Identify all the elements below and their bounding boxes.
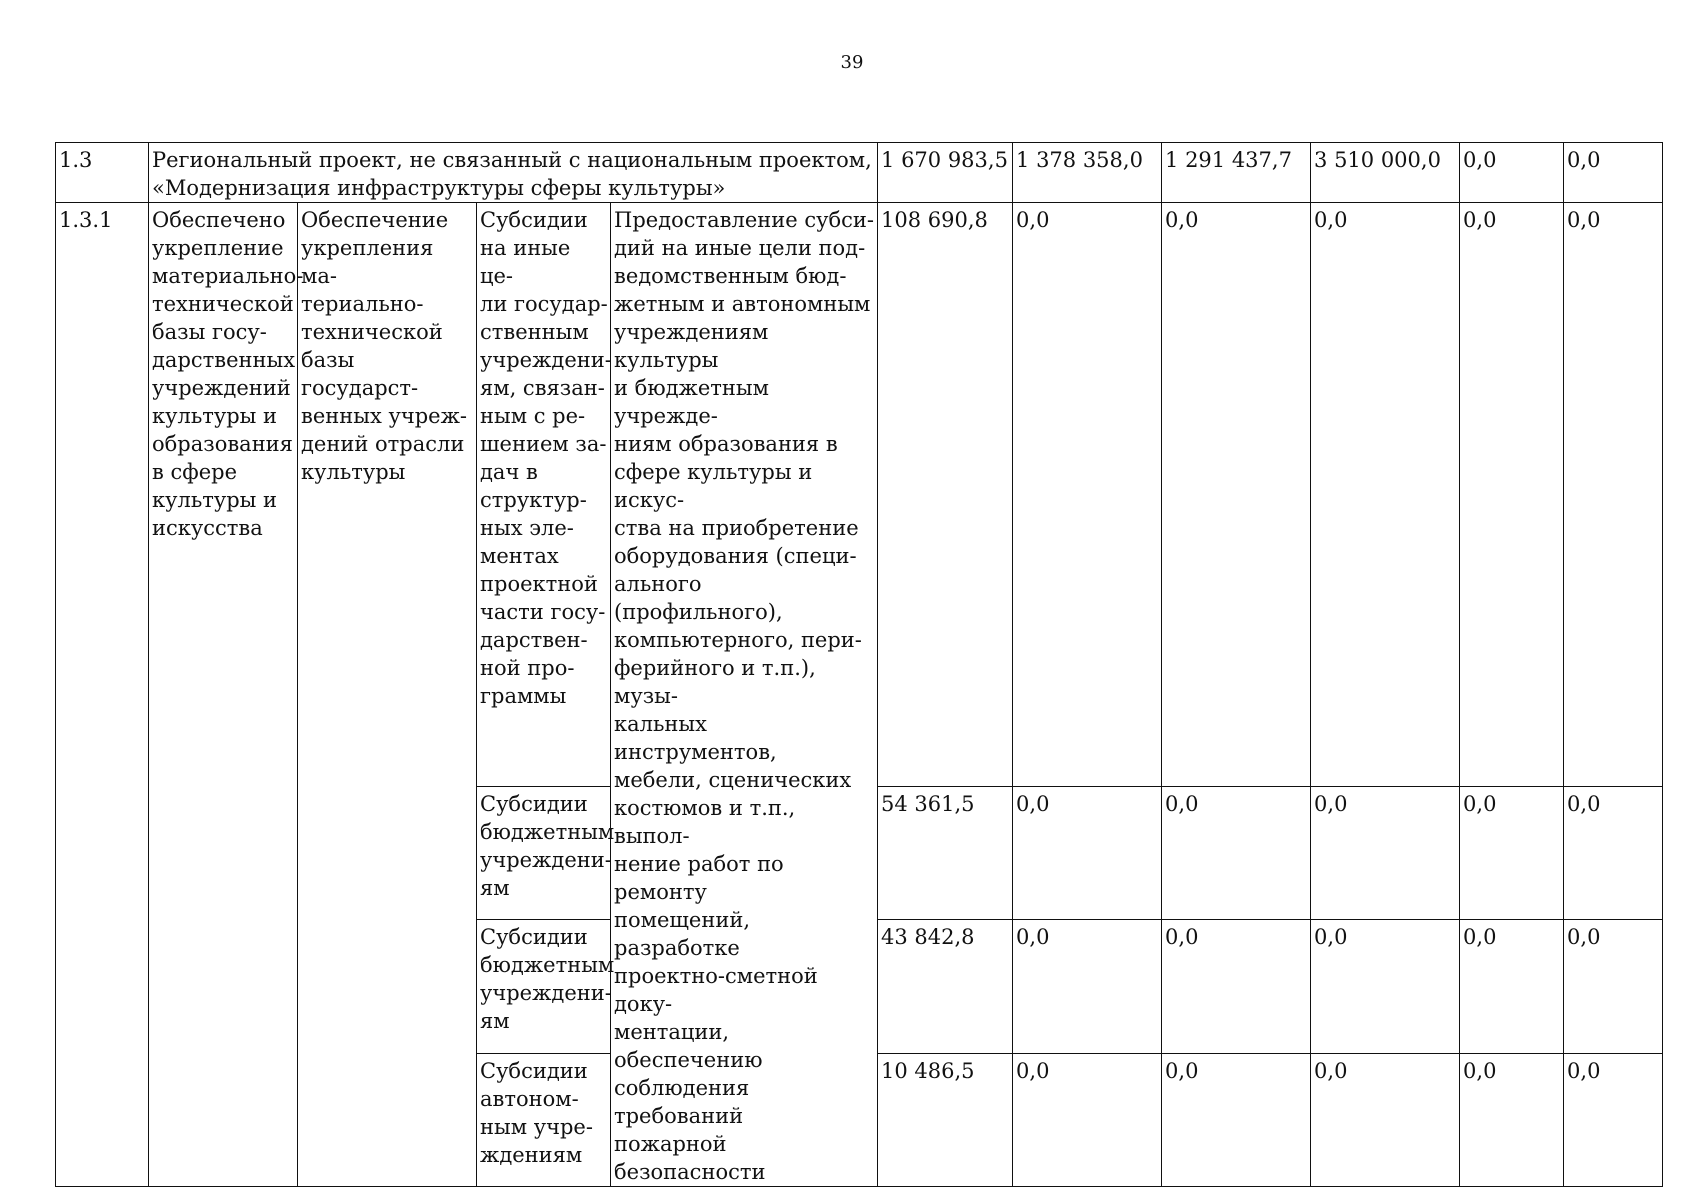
amount-cell: 0,0 <box>1564 1053 1663 1186</box>
amount-cell: 0,0 <box>1311 920 1460 1053</box>
result-cell: Обеспечено укрепление материально- технической базы госу- дарственных учреждений культуры и образования в сфере культуры и искусства <box>149 203 298 1187</box>
amount-cell: 0,0 <box>1460 786 1564 919</box>
amount-cell: 54 361,5 <box>878 786 1013 919</box>
amount-cell: 0,0 <box>1460 920 1564 1053</box>
amount-cell: 0,0 <box>1564 786 1663 919</box>
row-code: 1.3 <box>56 143 149 203</box>
table-row-1-3-1 <box>56 203 1663 787</box>
amount-cell: 0,0 <box>1311 1053 1460 1186</box>
amount-cell: 43 842,8 <box>878 920 1013 1053</box>
amount-cell: 0,0 <box>1311 203 1460 787</box>
amount-cell: 0,0 <box>1162 786 1311 919</box>
amount-cell: 0,0 <box>1564 203 1663 787</box>
subsidy-type-cell: Субсидии на иные це- ли государ- ственным учреждени- ям, связан- ным с ре- шением за- дач в структур- ных эле- ментах проектной части госу- дарствен- ной про- граммы <box>477 203 611 787</box>
amount-cell: 0,0 <box>1311 786 1460 919</box>
subsidy-type-cell: Субсидии бюджетным учреждени- ям <box>477 920 611 1053</box>
amount-cell: 0,0 <box>1460 1053 1564 1186</box>
amount-cell: 0,0 <box>1013 920 1162 1053</box>
amount-cell: 0,0 <box>1162 920 1311 1053</box>
amount-cell: 1 670 983,5 <box>878 143 1013 203</box>
amount-cell: 0,0 <box>1460 203 1564 787</box>
description-cell: Предоставление субси- дий на иные цели под- ведомственным бюд- жетным и автономным учреждениям культуры и бюджетным учрежде- ниям образования в сфере культуры и искус- ства на приобретение оборудования (специ- ального (профильного), компьютерного, пери- ферийного и т.п.), музы- кальных инструментов, мебели, сценических костюмов и т.п., выпол- нение работ по ремонту помещений, разработке проектно-сметной доку- ментации, обеспечению соблюдения требований пожарной безопасности <box>611 203 878 1187</box>
amount-cell: 1 378 358,0 <box>1013 143 1162 203</box>
amount-cell: 1 291 437,7 <box>1162 143 1311 203</box>
amount-cell: 0,0 <box>1013 1053 1162 1186</box>
amount-cell: 0,0 <box>1162 203 1311 787</box>
amount-cell: 0,0 <box>1564 920 1663 1053</box>
table-row-1-3 <box>56 143 1663 203</box>
budget-table <box>55 142 1663 1187</box>
project-title: Региональный проект, не связанный с национальным проектом, «Модернизация инфраструктуры сферы культуры» <box>149 143 878 203</box>
subsidy-type-cell: Субсидии автоном- ным учре- ждениям <box>477 1053 611 1186</box>
amount-cell: 0,0 <box>1162 1053 1311 1186</box>
page-number: 39 <box>840 52 864 73</box>
amount-cell: 10 486,5 <box>878 1053 1013 1186</box>
amount-cell: 108 690,8 <box>878 203 1013 787</box>
amount-cell: 0,0 <box>1013 203 1162 787</box>
amount-cell: 0,0 <box>1564 143 1663 203</box>
amount-cell: 0,0 <box>1013 786 1162 919</box>
measure-cell: Обеспечение укрепления ма- териально- технической базы государст- венных учреж- дений отрасли культуры <box>298 203 477 1187</box>
amount-cell: 3 510 000,0 <box>1311 143 1460 203</box>
row-code: 1.3.1 <box>56 203 149 1187</box>
subsidy-type-cell: Субсидии бюджетным учреждени- ям <box>477 786 611 919</box>
amount-cell: 0,0 <box>1460 143 1564 203</box>
